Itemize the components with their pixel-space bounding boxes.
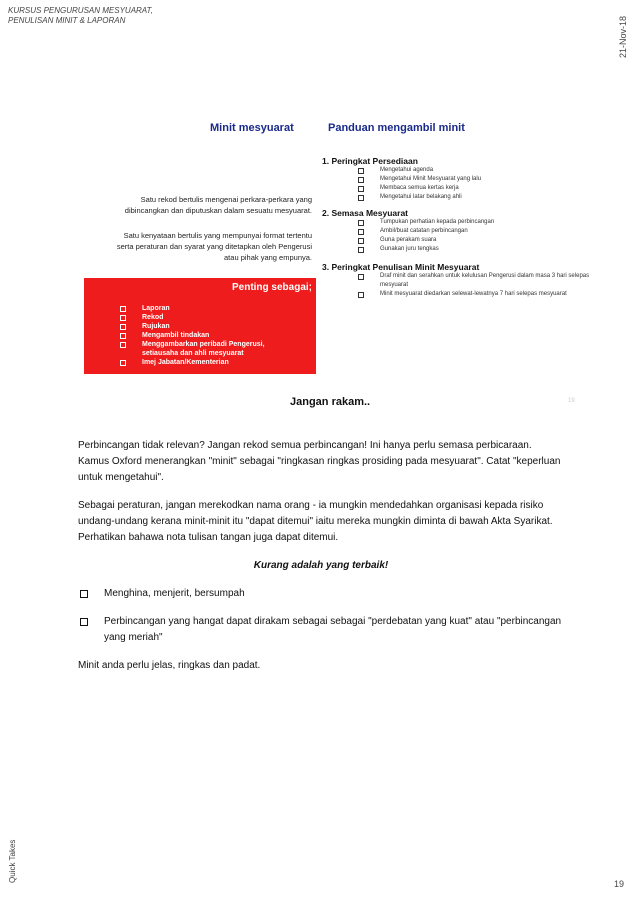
list-item-label: Mengetahui agenda [380, 167, 434, 173]
section-title: 2. Semasa Mesyuarat [322, 208, 408, 218]
list-item-label: Imej Jabatan/Kementerian [142, 359, 229, 366]
paragraph: Sebagai peraturan, jangan merekodkan nama orang - ia mungkin mendedahkan organisasi kepada risiko undang-undang kerana minit-minit itu "dapat ditemui" iaitu mereka mungkin diminta di bawah Akta Syarikat. Perhatikan bahawa nota tulisan tangan juga dapat ditemui. [78, 500, 553, 543]
list-item [120, 358, 265, 367]
important-title: Penting sebagai; [231, 282, 312, 293]
list-item-label: Menggambarkan peribadi Pengerusi, [142, 341, 265, 348]
definition-2 [117, 230, 312, 263]
list-item [322, 227, 602, 236]
paragraph: Perbincangan tidak relevan? Jangan rekod semua perbincangan! Ini hanya perlu semasa perbicaraan. Kamus Oxford menerangkan "minit" sebagai "ringkasan ringkas prosiding pada mesyuarat". Catat "keperluan untuk mengetahui". [78, 440, 561, 483]
list-item [322, 236, 602, 245]
checkbox-icon [358, 274, 364, 280]
checkbox-icon [120, 333, 126, 339]
body-text [78, 438, 564, 686]
checkbox-icon [120, 315, 126, 321]
definition-1-line: Satu rekod bertulis mengenai perkara-perkara yang [140, 195, 312, 204]
list-item-label: Menghina, menjerit, bersumpah [104, 588, 245, 599]
list-item [78, 614, 564, 646]
header-line-1: KURSUS PENGURUSAN MESYUARAT, [8, 6, 153, 15]
checkbox-icon [358, 168, 364, 174]
list-item-label: Laporan [142, 305, 170, 312]
definition-2-line: serta peraturan dan syarat yang ditetapkan oleh Pengerusi [116, 242, 312, 251]
list-item [322, 184, 602, 193]
checkbox-icon [80, 618, 88, 626]
checkbox-icon [358, 220, 364, 226]
definition-1-line: dibincangkan dan diputuskan dalam sesuatu mesyuarat. [124, 206, 312, 215]
list-item-label: Gunakan juru tengkas [380, 246, 439, 252]
list-item-label: Draf minit dan serahkan untuk kelulusan Pengerusi dalam masa 3 hari selepas mesyuarat [380, 273, 590, 288]
list-item [322, 166, 602, 175]
definition-2-line: Satu kenyataan bertulis yang mempunyai format tertentu [123, 231, 312, 240]
list-item-label: Mengetahui latar belakang ahli [380, 194, 462, 200]
list-item [322, 272, 602, 290]
list-item-label: Guna perakam suara [380, 237, 437, 243]
checkbox-icon [358, 195, 364, 201]
list-item [120, 322, 265, 331]
side-label [8, 825, 20, 885]
section-title: 1. Peringkat Persediaan [322, 156, 418, 166]
list-item-label: Rujukan [142, 323, 170, 330]
checkbox-icon [120, 324, 126, 330]
list-item-label: Rekod [142, 314, 164, 321]
checkbox-icon [80, 590, 88, 598]
list-item-label: Membaca semua kertas kerja [380, 185, 459, 191]
list-item [322, 175, 602, 184]
list-item [322, 290, 602, 299]
checkbox-icon [358, 238, 364, 244]
important-box [84, 278, 316, 374]
list-item-label: Minit mesyuarat diedarkan selewat-lewatnya 7 hari selepas mesyuarat [380, 291, 567, 297]
list-item [78, 586, 564, 602]
checkbox-icon [358, 186, 364, 192]
list-item-label: setiausaha dan ahli mesyuarat [142, 350, 244, 357]
header-line-2: PENULISAN MINIT & LAPORAN [8, 16, 126, 25]
section-title: 3. Peringkat Penulisan Minit Mesyuarat [322, 262, 480, 272]
list-item [322, 218, 602, 227]
list-item-label: Mengambil tindakan [142, 332, 210, 339]
checkbox-icon [120, 306, 126, 312]
list-item [322, 193, 602, 202]
list-item [322, 245, 602, 254]
slide-left-title: Minit mesyuarat [210, 122, 294, 134]
checkbox-icon [358, 292, 364, 298]
emphasis-heading: Kurang adalah yang terbaik! [253, 560, 389, 571]
paragraph: Minit anda perlu jelas, ringkas dan padat. [78, 660, 261, 671]
checkbox-icon [120, 342, 126, 348]
document-header [8, 6, 153, 26]
checkbox-icon [358, 177, 364, 183]
list-item-label: Tumpukan perhatian kepada perbincangan [380, 219, 495, 225]
slide-number: 19 [568, 398, 575, 404]
date-text: 21-Nov-18 [618, 15, 628, 58]
checkbox-icon [358, 247, 364, 253]
list-item-label: Mengetahui Minit Mesyuarat yang lalu [380, 176, 482, 182]
definition-1 [125, 194, 312, 216]
list-item [120, 340, 265, 349]
checkbox-icon [120, 360, 126, 366]
definition-2-line: atau pihak yang empunya. [224, 253, 312, 262]
list-item [120, 313, 265, 322]
list-item [120, 349, 265, 358]
slide-right-title: Panduan mengambil minit [328, 122, 465, 134]
side-label-text: Quick Takes [8, 839, 17, 883]
list-item-label: Perbincangan yang hangat dapat dirakam sebagai sebagai "perdebatan yang kuat" atau "perbincangan yang meriah" [104, 616, 562, 643]
guide-list [322, 156, 602, 299]
important-list [120, 304, 265, 367]
slide-image [84, 118, 604, 378]
slide-subtitle: Jangan rakam.. [290, 396, 371, 408]
list-item-label: Ambil/buat catatan perbincangan [380, 228, 468, 234]
page-number: 19 [613, 879, 624, 889]
list-item [120, 304, 265, 313]
list-item [120, 331, 265, 340]
date-label [618, 6, 630, 66]
checkbox-icon [358, 229, 364, 235]
